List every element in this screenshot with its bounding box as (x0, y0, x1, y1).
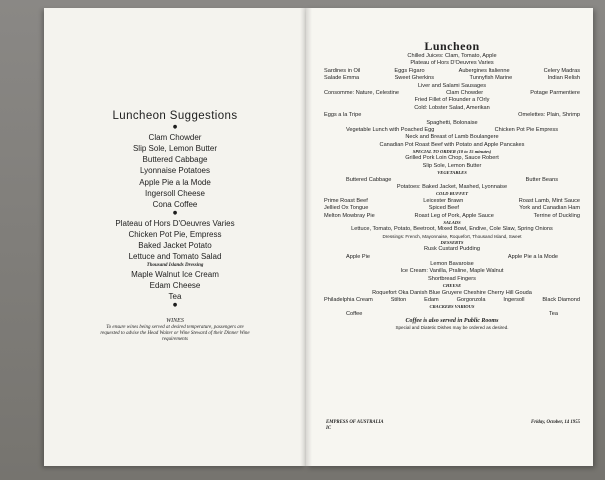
menu-row (318, 75, 586, 82)
menu-line: Canadian Pot Roast Beef with Potato and Apple Pancakes (379, 141, 525, 148)
menu-item: Aubergines Italienne (458, 67, 510, 74)
menu-line: Shortbread Fingers (428, 275, 476, 282)
menu-date: Friday, October, 14 1955 (531, 420, 580, 425)
menu-line: Rusk Custard Pudding (424, 246, 480, 253)
menu-code: IC (326, 426, 332, 431)
menu-item: Tunnyfish Marine (469, 75, 513, 82)
menu-item: Consomme: Nature, Celestine (324, 89, 399, 96)
wines-note: To ensure wines being served at desired temperature, passengers are requested to advise the Head Waiter or Wine Steward of their Dinner Wine requirements (100, 325, 250, 342)
menu-item: Jellied Ox Tongue (324, 205, 369, 212)
menu-item: Gorgonzola (456, 296, 486, 303)
menu-item: Ingersoll (503, 296, 525, 303)
menu-item: Philadelphia Cream (324, 296, 373, 303)
menu-line: Plateau of Hors D'Oeuvres Varies (410, 60, 494, 67)
list-item: Lettuce and Tomato Salad (128, 252, 222, 262)
list-item: Tea (168, 292, 182, 302)
diet-note: Special and Diatetic Dishes may be ordered as desired. (395, 325, 509, 331)
menu-item: Prime Roast Beef (324, 197, 368, 204)
ship-name: EMPRESS OF AUSTRALIA (326, 420, 384, 425)
menu-row (318, 205, 586, 212)
section-heading: SALADS (443, 219, 461, 225)
luncheon-suggestions (44, 110, 306, 342)
menu-line: Cold: Lobster Salad, Amerikan (414, 104, 490, 111)
list-item: Apple Pie a la Mode (139, 177, 211, 187)
list-item: Baked Jacket Potato (138, 241, 212, 251)
coffee-note: Coffee is also served in Public Rooms (405, 318, 499, 325)
menu-item: Indian Relish (547, 75, 580, 82)
menu-item: Eggs a la Tripe (324, 112, 362, 119)
menu-item: Roast Leg of Pork, Apple Sauce (414, 212, 494, 219)
section-heading: CHEESE (442, 283, 462, 289)
menu-line: Ice Cream: Vanilla, Praline, Maple Walnut (400, 268, 504, 275)
dressings-line: Dressings: French, Mayonnaise, Roquefort, Thousand Island, Sweet (382, 233, 522, 239)
luncheon-menu (318, 40, 586, 331)
section-heading: DESSERTS (440, 239, 464, 245)
list-item: Slip Sole, Lemon Butter (132, 143, 218, 153)
wines-heading: WINES (166, 318, 184, 325)
menu-line: Liver and Salami Sausages (417, 82, 487, 89)
menu-row (318, 254, 586, 261)
menu-footer (326, 420, 580, 431)
menu-line: Potatoes: Baked Jacket, Mashed, Lyonnaise (396, 184, 508, 191)
dressing-note: Thousand Islands Dressing (146, 262, 204, 268)
section-heading: COLD BUFFET (435, 191, 469, 197)
menu-item: Chicken Pot Pie Empress (494, 126, 558, 133)
menu-item: Tea (548, 310, 558, 317)
list-item: Buttered Cabbage (142, 155, 208, 165)
menu-row (318, 297, 586, 304)
list-item: Clam Chowder (148, 132, 202, 142)
menu-item: Melton Mowbray Pie (324, 212, 375, 219)
menu-row (318, 198, 586, 205)
menu-line: Lemon Bavaroise (430, 260, 474, 267)
menu-item: Spiced Beef (428, 205, 459, 212)
list-item: Plateau of Hors D'Oeuvres Varies (115, 218, 235, 228)
section-heading: CRACKERS VARIOUS (429, 304, 475, 310)
menu-item: Salade Emma (324, 75, 360, 82)
menu-item: Omelettes: Plain, Shrimp (518, 112, 580, 119)
menu-item: Leicester Brawn (423, 197, 464, 204)
menu-item: Apple Pie (346, 253, 370, 260)
menu-line: Slip Sole, Lemon Butter (422, 162, 482, 169)
menu-row (318, 127, 586, 134)
menu-item: Stilton (390, 296, 407, 303)
list-item: Edam Cheese (149, 280, 201, 290)
menu-row (318, 68, 586, 75)
menu-item: Potage Parmentiere (530, 89, 580, 96)
menu-item: Celery Madras (543, 67, 580, 74)
menu-item: Butter Beans (525, 176, 558, 183)
menu-row (318, 90, 586, 97)
menu-line: Roquefort Oka Danish Blue Gruyere Cheshire Cherry Hill Gouda (372, 289, 532, 296)
menu-line: Lettuce, Tomato, Potato, Beetroot, Mixed Bowl, Endive, Cole Slaw, Spring Onions (351, 226, 553, 233)
menu-item: Apple Pie a la Mode (507, 253, 558, 260)
list-item: Chicken Pot Pie, Empress (128, 230, 222, 240)
menu-item: Vegetable Lunch with Poached Egg (346, 126, 435, 133)
menu-item: Edam (424, 296, 439, 303)
menu-item: Terrine of Duckling (533, 212, 580, 219)
section-heading: VEGETABLES (437, 170, 467, 176)
list-item: Ingersoll Cheese (144, 188, 206, 198)
menu-item: Eggs Figaro (394, 67, 425, 74)
suggestions-title: Luncheon Suggestions (112, 110, 238, 122)
menu-item: Sardines in Oil (324, 67, 361, 74)
menu-item: York and Canadian Ham (519, 205, 580, 212)
menu-row (318, 311, 586, 318)
menu-item: Black Diamond (542, 296, 580, 303)
menu-row (318, 177, 586, 184)
list-item: Lyonnaise Potatoes (140, 166, 210, 176)
section-heading: SPECIAL TO ORDER (10 to 15 minutes) (412, 149, 492, 155)
menu-item: Sweet Gherkins (394, 75, 435, 82)
list-item: Cona Coffee (152, 199, 198, 209)
menu-line: Fried Fillet of Flounder a l'Orly (414, 97, 490, 104)
bullet-icon: ● (172, 210, 178, 217)
menu-line: Spaghetti, Bolonaise (426, 119, 478, 126)
menu-item: Coffee (346, 310, 363, 317)
list-item: Maple Walnut Ice Cream (131, 269, 219, 279)
menu-item: Buttered Cabbage (346, 176, 392, 183)
menu-line: Neck and Breast of Lamb Boulangere (405, 134, 499, 141)
bullet-icon: ● (172, 124, 178, 130)
bullet-icon: ● (172, 302, 178, 309)
menu-item: Clam Chowder (446, 89, 484, 96)
menu-line: Grilled Pork Loin Chop, Sauce Robert (405, 155, 499, 162)
menu-item: Roast Lamb, Mint Sauce (518, 197, 580, 204)
menu-row (318, 112, 586, 119)
menu-title: Luncheon (424, 39, 480, 53)
menu-line: Chilled Juices: Clam, Tomato, Apple (407, 53, 497, 59)
menu-row (318, 213, 586, 220)
